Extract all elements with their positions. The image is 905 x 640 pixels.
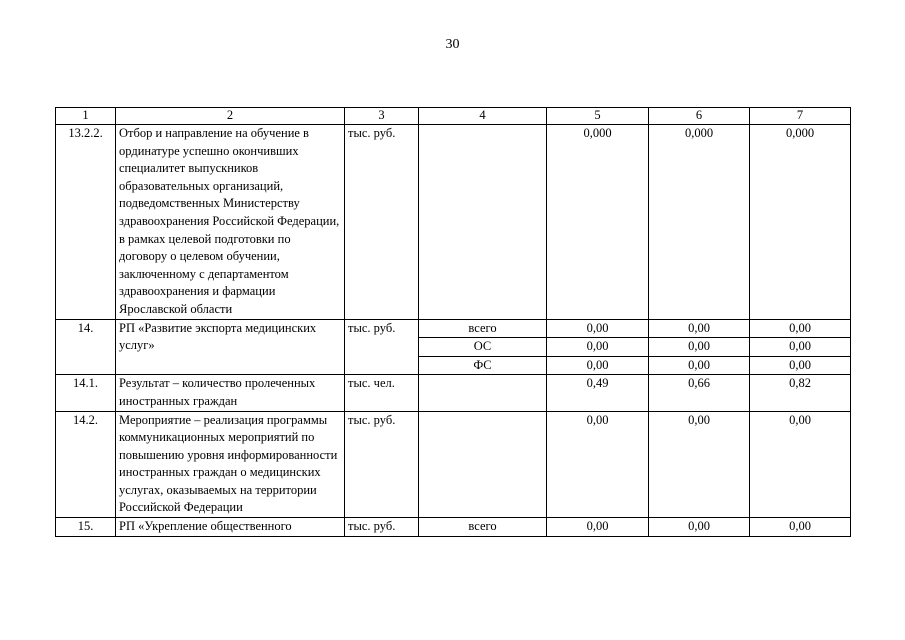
row-value-col7: 0,00 — [750, 338, 851, 357]
table-row — [56, 518, 851, 537]
row-value-col6: 0,00 — [649, 356, 750, 375]
column-header-3: 3 — [345, 108, 419, 125]
row-value-col6: 0,00 — [649, 411, 750, 518]
row-unit: тыс. руб. — [345, 125, 419, 320]
row-value-col5: 0,00 — [547, 356, 649, 375]
table-row — [56, 375, 851, 411]
row-unit: тыс. руб. — [345, 319, 419, 375]
row-unit: тыс. чел. — [345, 375, 419, 411]
row-value-col5: 0,00 — [547, 518, 649, 537]
row-value-col6: 0,00 — [649, 338, 750, 357]
row-number: 14.2. — [56, 411, 116, 518]
row-value-col5: 0,00 — [547, 411, 649, 518]
column-header-2: 2 — [116, 108, 345, 125]
row-description: Мероприятие – реализация программы коммуникационных мероприятий по повышению уровня информированности иностранных граждан о медицинских услугах, оказываемых на территории Российской Федерации — [116, 411, 345, 518]
row-value-col5: 0,49 — [547, 375, 649, 411]
row-source — [419, 375, 547, 411]
page-number: 30 — [445, 37, 460, 52]
row-unit: тыс. руб. — [345, 411, 419, 518]
row-value-col5: 0,00 — [547, 338, 649, 357]
row-value-col7: 0,00 — [750, 319, 851, 338]
column-header-7: 7 — [750, 108, 851, 125]
row-value-col5: 0,00 — [547, 319, 649, 338]
row-number: 13.2.2. — [56, 125, 116, 320]
table-row — [56, 411, 851, 518]
row-number: 14.1. — [56, 375, 116, 411]
column-header-4: 4 — [419, 108, 547, 125]
row-value-col6: 0,00 — [649, 518, 750, 537]
row-value-col7: 0,00 — [750, 518, 851, 537]
row-source: всего — [419, 518, 547, 537]
table-header-row — [56, 108, 851, 125]
table-row — [56, 319, 851, 338]
row-source — [419, 125, 547, 320]
row-value-col6: 0,00 — [649, 319, 750, 338]
row-source — [419, 411, 547, 518]
row-number: 15. — [56, 518, 116, 537]
row-value-col7: 0,000 — [750, 125, 851, 320]
row-source: всего — [419, 319, 547, 338]
row-description: Отбор и направление на обучение в ординатуре успешно окончивших специалитет выпускников образовательных организаций, подведомственных Министерству здравоохранения Российской Федерации, в рамках целевой подготовки по договору о целевом обучении, заключенному с департаментом здравоохранения и фармации Ярославской области — [116, 125, 345, 320]
row-source: ОС — [419, 338, 547, 357]
row-value-col7: 0,00 — [750, 356, 851, 375]
row-value-col6: 0,000 — [649, 125, 750, 320]
row-number: 14. — [56, 319, 116, 375]
column-header-1: 1 — [56, 108, 116, 125]
budget-table — [55, 107, 851, 537]
row-description: РП «Развитие экспорта медицинских услуг» — [116, 319, 345, 375]
row-unit: тыс. руб. — [345, 518, 419, 537]
column-header-6: 6 — [649, 108, 750, 125]
row-value-col5: 0,000 — [547, 125, 649, 320]
table-row — [56, 125, 851, 320]
row-source: ФС — [419, 356, 547, 375]
row-description: Результат – количество пролеченных иностранных граждан — [116, 375, 345, 411]
row-value-col7: 0,82 — [750, 375, 851, 411]
column-header-5: 5 — [547, 108, 649, 125]
row-value-col6: 0,66 — [649, 375, 750, 411]
row-value-col7: 0,00 — [750, 411, 851, 518]
row-description: РП «Укрепление общественного — [116, 518, 345, 537]
